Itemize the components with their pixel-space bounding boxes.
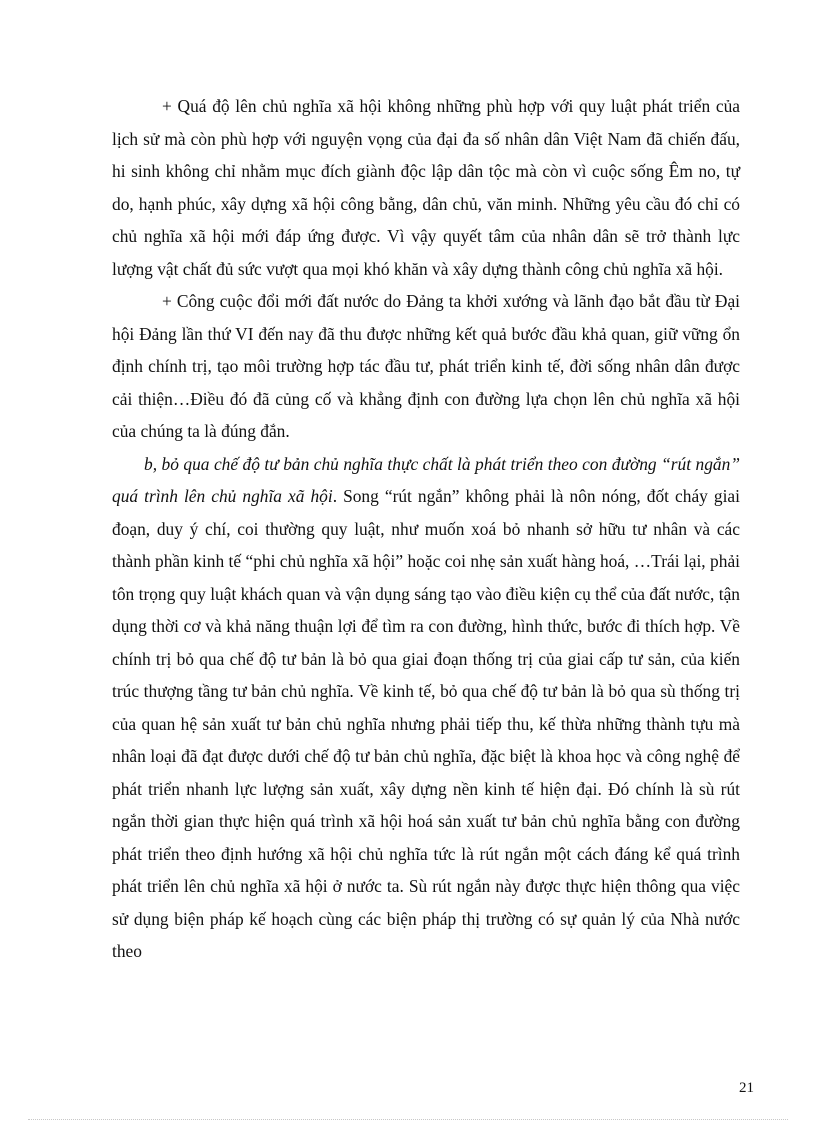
paragraph-bypassing-capitalism xyxy=(112,448,740,968)
page-number: 21 xyxy=(739,1080,754,1096)
footer-divider xyxy=(28,1119,788,1120)
paragraph-bypassing-capitalism-body: . Song “rút ngắn” không phải là nôn nóng, đốt cháy giai đoạn, duy ý chí, coi thường quy luật, như muốn xoá bỏ nhanh sở hữu tư nhân và các thành phần kinh tế “phi chủ nghĩa xã hội” hoặc coi nhẹ sản xuất hàng hoá, …Trái lại, phải tôn trọng quy luật khách quan và vận dụng sáng tạo vào điều kiện cụ thể của đất nước, tận dụng thời cơ và khả năng thuận lợi để tìm ra con đường, hình thức, bước đi thích hợp. Về chính trị bỏ qua chế độ tư bản là bỏ qua giai đoạn thống trị của giai cấp tư sản, của kiến trúc thượng tầng tư bản chủ nghĩa. Về kinh tế, bỏ qua chế độ tư bản là bỏ qua sù thống trị của quan hệ sản xuất tư bản chủ nghĩa nhưng phải tiếp thu, kế thừa những thành tựu mà nhân loại đã đạt được dưới chế độ tư bản chủ nghĩa, đặc biệt là khoa học và công nghệ để phát triển nhanh lực lượng sản xuất, xây dựng nền kinh tế hiện đại. Đó chính là sù rút ngắn thời gian thực hiện quá trình xã hội hoá sản xuất tư bản chủ nghĩa bằng con đường phát triển theo định hướng xã hội chủ nghĩa tức là rút ngắn một cách đáng kể quá trình phát triển lên chủ nghĩa xã hội ở nước ta. Sù rút ngắn này được thực hiện thông qua việc sử dụng biện pháp kế hoạch cùng các biện pháp thị trường có sự quản lý của Nhà nước theo xyxy=(112,486,740,961)
paragraph-transition-rationale: + Quá độ lên chủ nghĩa xã hội không những phù hợp với quy luật phát triển của lịch sử mà còn phù hợp với nguyện vọng của đại đa số nhân dân Việt Nam đã chiến đấu, hi sinh không chỉ nhằm mục đích giành độc lập dân tộc mà còn vì cuộc sống Êm no, tự do, hạnh phúc, xây dựng xã hội công bằng, dân chủ, văn minh. Những yêu cầu đó chỉ có chủ nghĩa xã hội mới đáp ứng được. Vì vậy quyết tâm của nhân dân sẽ trở thành lực lượng vật chất đủ sức vượt qua mọi khó khăn và xây dựng thành công chủ nghĩa xã hội. xyxy=(112,96,740,279)
paragraph-renovation-results: + Công cuộc đổi mới đất nước do Đảng ta khởi xướng và lãnh đạo bắt đầu từ Đại hội Đảng lần thứ VI đến nay đã thu được những kết quả bước đầu khả quan, giữ vững ổn định chính trị, tạo môi trường hợp tác đầu tư, phát triển kinh tế, đời sống nhân dân được cải thiện…Điều đó đã củng cố và khẳng định con đường lựa chọn lên chủ nghĩa xã hội của chúng ta là đúng đắn. xyxy=(112,291,740,441)
body-text xyxy=(112,90,740,968)
italic-heading-b: b, bỏ qua chế độ tư bản chủ nghĩa thực chất là phát triển theo con đường “rút ngắn” quá trình lên chủ nghĩa xã hội xyxy=(112,453,740,506)
